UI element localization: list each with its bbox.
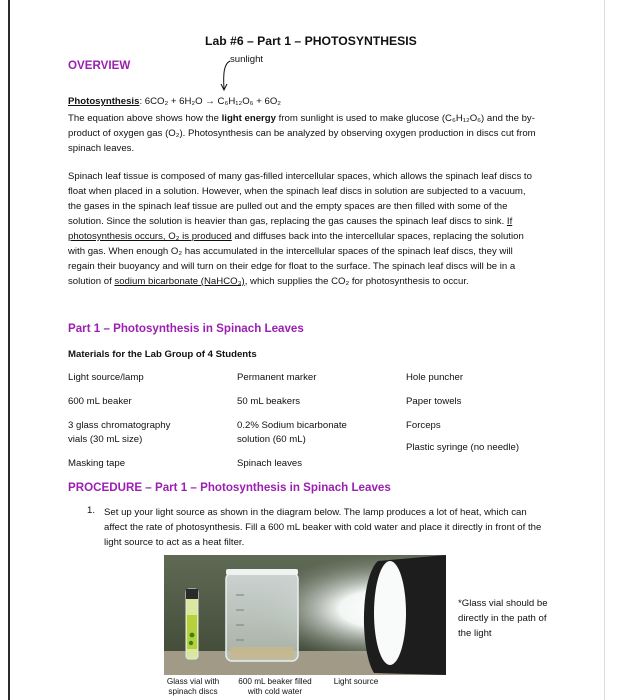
p2-text-b: and diffuses back into the intercellular spaces, replacing the solution with gas. When enough O₂ has accumulated in the intercellular spaces of the spinach leaf discs, they will regain their buoyancy and will turn on their edge for float to the surface. The spinach leaf discs will be in a solution of <box>68 231 524 287</box>
materials-heading: Materials for the Lab Group of 4 Students <box>68 349 257 360</box>
procedure-heading: PROCEDURE – Part 1 – Photosynthesis in Spinach Leaves <box>68 481 391 494</box>
caption-vial-line1: Glass vial with <box>166 677 220 686</box>
p2-underline-bicarbonate: sodium bicarbonate (NaHCO₃) <box>114 276 245 287</box>
page-edge <box>604 0 605 700</box>
caption-light: Light source <box>333 677 379 686</box>
p2-text-a: Spinach leaf tissue is composed of many gas-filled intercellular spaces, which allows the spinach leaf discs to float when placed in a solution. However, when the spinach leaf discs in solution are subjected to a vacuum, the gases in the spinach leaf tissue are pulled out and the empty spaces are then filled with some of the solution. Since the solution is heavier than gas, replacing the gas causes the spinach leaf discs to sink. <box>68 171 532 227</box>
material-item: 600 mL beaker <box>68 396 132 407</box>
material-item: Plastic syringe (no needle) <box>406 442 520 453</box>
material-item: Spinach leaves <box>237 458 303 469</box>
vial-note: *Glass vial should be directly in the path of the light <box>458 598 548 639</box>
p2-underline-o2: If photosynthesis occurs, O₂ is produced <box>68 216 513 242</box>
overview-paragraph-2 <box>68 169 538 289</box>
caption-vial <box>160 677 226 697</box>
material-item: solution (60 mL) <box>237 434 306 445</box>
material-item: Forceps <box>406 420 441 431</box>
sunlight-label: sunlight <box>230 54 264 65</box>
material-item: 3 glass chromatography <box>68 420 171 431</box>
material-item: 0.2% Sodium bicarbonate <box>237 420 347 431</box>
material-item: vials (30 mL size) <box>68 434 143 445</box>
caption-beaker-line2: with cold water <box>247 687 303 696</box>
material-item: 50 mL beakers <box>237 396 301 407</box>
material-item: Masking tape <box>68 458 126 469</box>
caption-beaker-line1: 600 mL beaker filled <box>238 677 312 686</box>
step-number: 1. <box>87 505 96 516</box>
p1-text-b: from sunlight is used to make glucose (C₆H₁₂O₆) and the by-product of oxygen gas (O₂). Photosynthesis can be analyzed by observing oxygen production in discs cut from spinach leaves. <box>68 113 536 154</box>
material-item: Permanent marker <box>237 372 317 383</box>
overview-paragraph-1 <box>68 111 538 156</box>
left-border-line <box>8 0 10 700</box>
lab-setup-photo <box>164 555 446 675</box>
material-item: Hole puncher <box>406 372 464 383</box>
step-text: Set up your light source as shown in the diagram below. The lamp produces a lot of heat, which can affect the rate of photosynthesis. Fill a 600 mL beaker with cold water and place it directly in front of the light source to act as a heat filter. <box>104 507 542 548</box>
p1-light-energy: light energy <box>221 113 276 124</box>
material-item: Paper towels <box>406 396 462 407</box>
photosynthesis-equation <box>68 96 281 107</box>
overview-heading: OVERVIEW <box>68 59 131 72</box>
caption-beaker <box>228 677 322 697</box>
p2-text-c: , which supplies the CO₂ for photosynthesis to occur. <box>244 276 469 287</box>
caption-vial-line2: spinach discs <box>168 687 218 696</box>
material-item: Light source/lamp <box>68 372 144 383</box>
equation-label: Photosynthesis <box>68 96 140 107</box>
page-title: Lab #6 – Part 1 – PHOTOSYNTHESIS <box>205 34 417 48</box>
part1-heading: Part 1 – Photosynthesis in Spinach Leaves <box>68 322 304 335</box>
p1-text-a: The equation above shows how the <box>68 113 222 124</box>
equation-formula: : 6CO₂ + 6H₂O → C₆H₁₂O₆ + 6O₂ <box>139 96 282 107</box>
